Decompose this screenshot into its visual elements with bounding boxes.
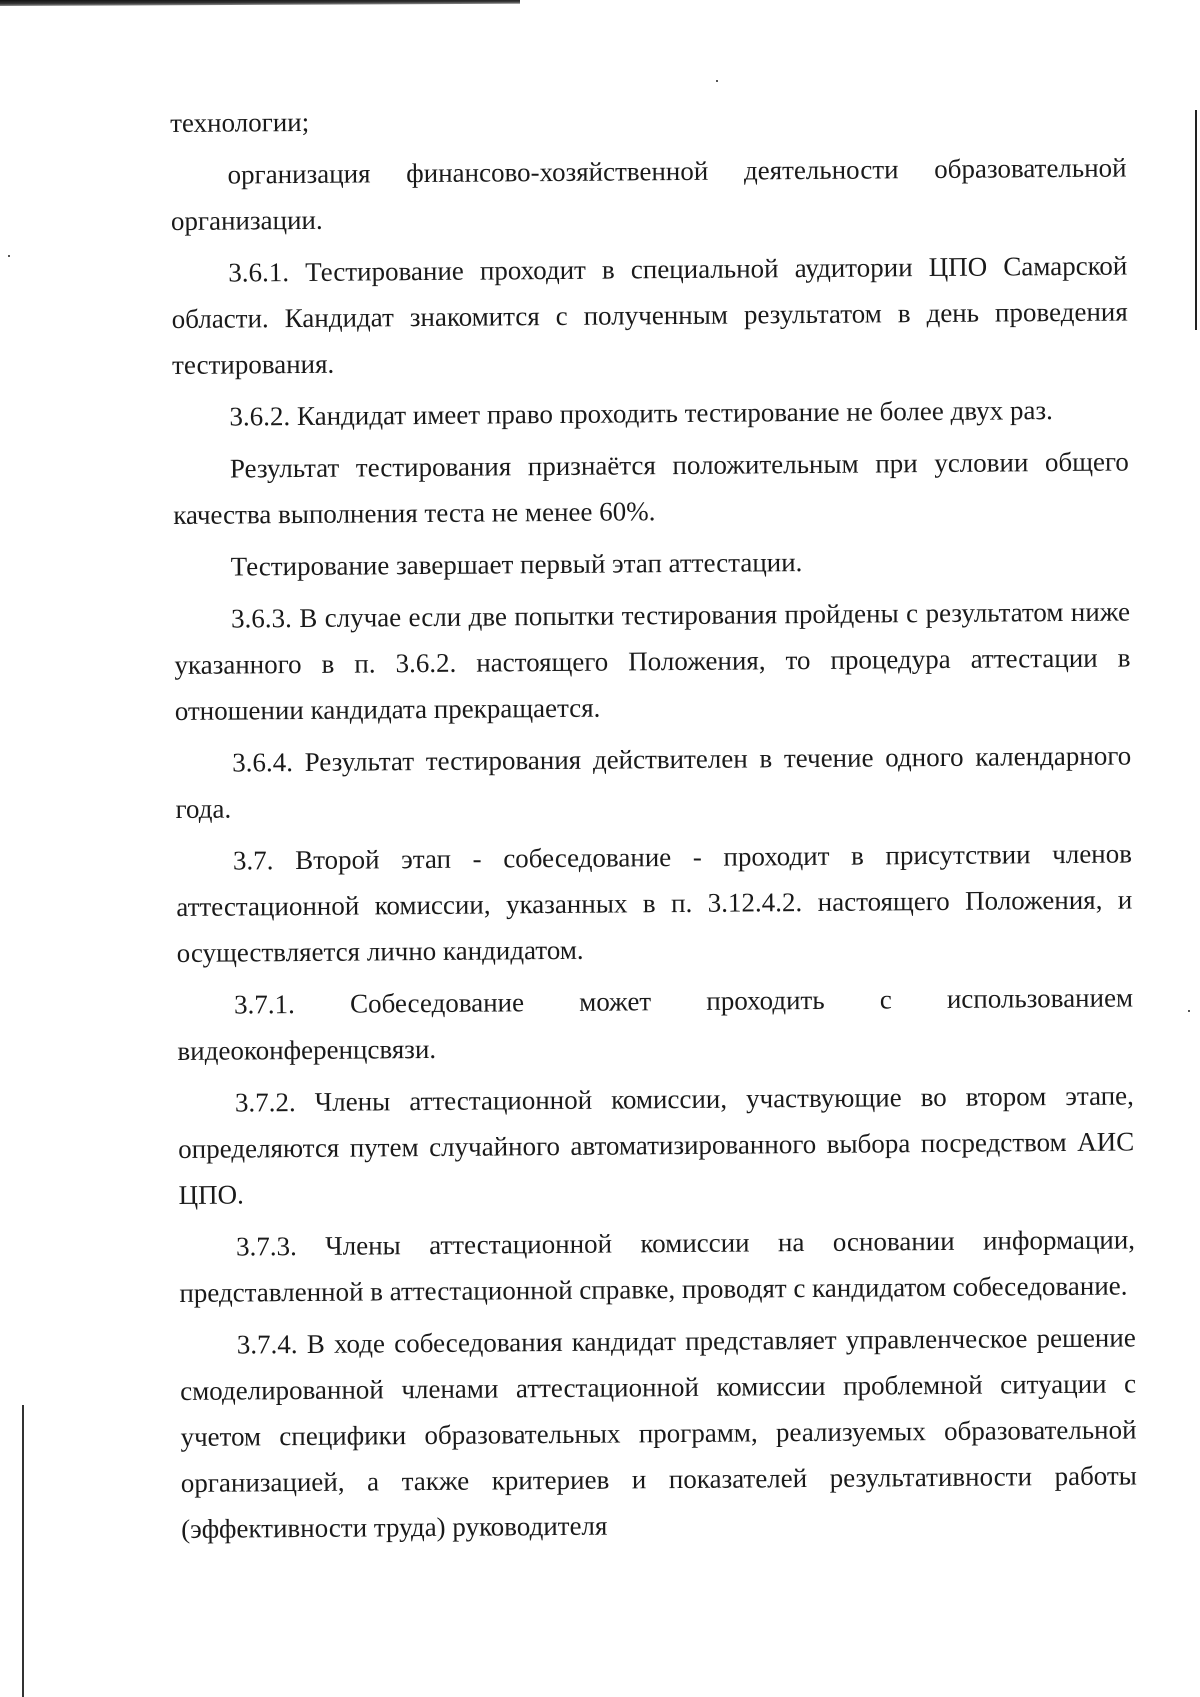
scan-speck [1188, 1010, 1190, 1012]
paragraph: 3.7. Второй этап - собеседование - проходит в присутствии членов аттестационной комиссии, указанных в п. 3.12.4.2. настоящего Положения, и осуществляется лично кандидатом. [176, 838, 1133, 968]
paragraph: 3.7.4. В ходе собеседования кандидат представляет управленческое решение смоделированной членами аттестационной комиссии проблемной ситуации с учетом специфики образовательных программ, реализуемых образовательной организацией, а также критериев и показателей результативности работы (эффективности труда) руководителя [180, 1322, 1137, 1544]
paragraph: 3.7.2. Члены аттестационной комиссии, участвующие во втором этапе, определяются путем случайного автоматизированного выбора посредством АИС ЦПО. [178, 1080, 1135, 1210]
scan-top-edge [0, 0, 520, 6]
scan-right-edge [1195, 110, 1197, 330]
scan-speck [716, 80, 718, 82]
paragraph: 3.7.3. Члены аттестационной комиссии на основании информации, представленной в аттестационной справке, проводят с кандидатом собеседование. [179, 1224, 1136, 1308]
scan-left-edge [22, 1405, 24, 1697]
paragraph: технологии; [170, 106, 310, 138]
paragraph: Тестирование завершает первый этап аттестации. [230, 547, 803, 582]
scan-speck [8, 255, 10, 257]
paragraph: 3.6.2. Кандидат имеет право проходить тестирование не более двух раз. [229, 395, 1053, 432]
paragraph: 3.6.4. Результат тестирования действителен в течение одного календарного года. [175, 740, 1132, 824]
paragraph: 3.7.1. Собеседование может проходить с использованием видеоконференцсвязи. [177, 982, 1134, 1066]
paragraph: организация финансово-хозяйственной деятельности образовательной организации. [170, 152, 1127, 236]
document-page [170, 92, 1137, 1551]
paragraph: 3.6.1. Тестирование проходит в специальной аудитории ЦПО Самарской области. Кандидат знакомится с полученным результатом в день проведения тестирования. [171, 250, 1128, 380]
paragraph: 3.6.3. В случае если две попытки тестирования пройдены с результатом ниже указанного в п. 3.6.2. настоящего Положения, то процедура аттестации в отношении кандидата прекращается. [174, 596, 1131, 726]
paragraph: Результат тестирования признаётся положительным при условии общего качества выполнения теста не менее 60%. [173, 446, 1129, 530]
